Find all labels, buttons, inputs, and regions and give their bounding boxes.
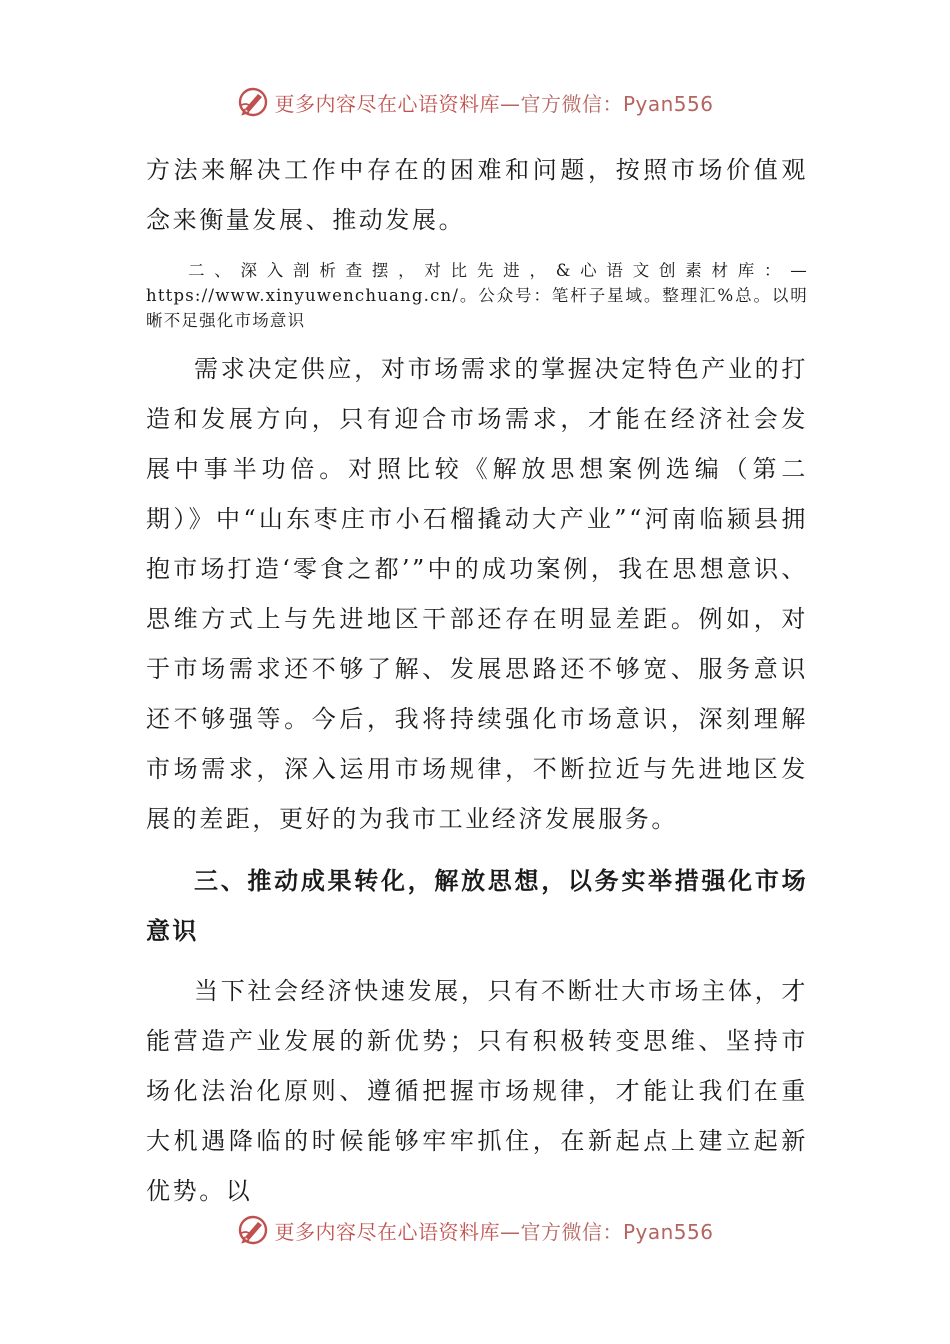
footer-banner: [0, 1210, 950, 1250]
banner-suffix-text: 官方微信：Pyan556: [520, 1219, 714, 1244]
banner-main-text: 更多内容尽在心语资料库: [274, 91, 500, 116]
banner-main-text: 更多内容尽在心语资料库: [274, 1219, 500, 1244]
section-three-heading: 三、推动成果转化，解放思想，以务实举措强化市场意识: [146, 867, 808, 945]
paragraph-market-demand: 需求决定供应，对市场需求的掌握决定特色产业的打造和发展方向，只有迎合市场需求，才能在经济社会发展中事半功倍。对照比较《解放思想案例选编（第二期）》中“山东枣庄市小石榴撬动大产业”“河南临颍县拥抱市场打造‘零食之都’”中的成功案例，我在思想意识、思维方式上与先进地区干部还存在明显差距。例如，对于市场需求还不够了解、发展思路还不够宽、服务意识还不够强等。今后，我将持续强化市场意识，深刻理解市场需求，深入运用市场规律，不断拉近与先进地区发展的差距，更好的为我市工业经济发展服务。: [146, 355, 808, 833]
header-banner: [0, 82, 950, 122]
paragraph-continuation: 方法来解决工作中存在的困难和问题，按照市场价值观念来衡量发展、推动发展。: [146, 156, 808, 234]
banner-dash: —: [499, 91, 521, 116]
pen-seal-logo-icon: [236, 85, 270, 119]
paragraph-economy: 当下社会经济快速发展，只有不断壮大市场主体，才能营造产业发展的新优势；只有积极转变思维、坚持市场化法治化原则、遵循把握市场规律，才能让我们在重大机遇降临的时候能够牢牢抓住，在新起点上建立起新优势。以: [146, 977, 808, 1205]
section-two-title: 二、深入剖析查摆，对比先进，&心语文创素材库：—https://www.xinyuwenchuang.cn/。公众号：笔杆子星域。整理汇%总。以明晰不足强化市场意识: [146, 261, 808, 330]
header-banner-text: [274, 88, 713, 117]
banner-dash: —: [499, 1219, 521, 1244]
banner-suffix-text: 官方微信：Pyan556: [520, 91, 714, 116]
pen-seal-logo-icon: [236, 1213, 270, 1247]
footer-banner-text: [274, 1216, 713, 1245]
